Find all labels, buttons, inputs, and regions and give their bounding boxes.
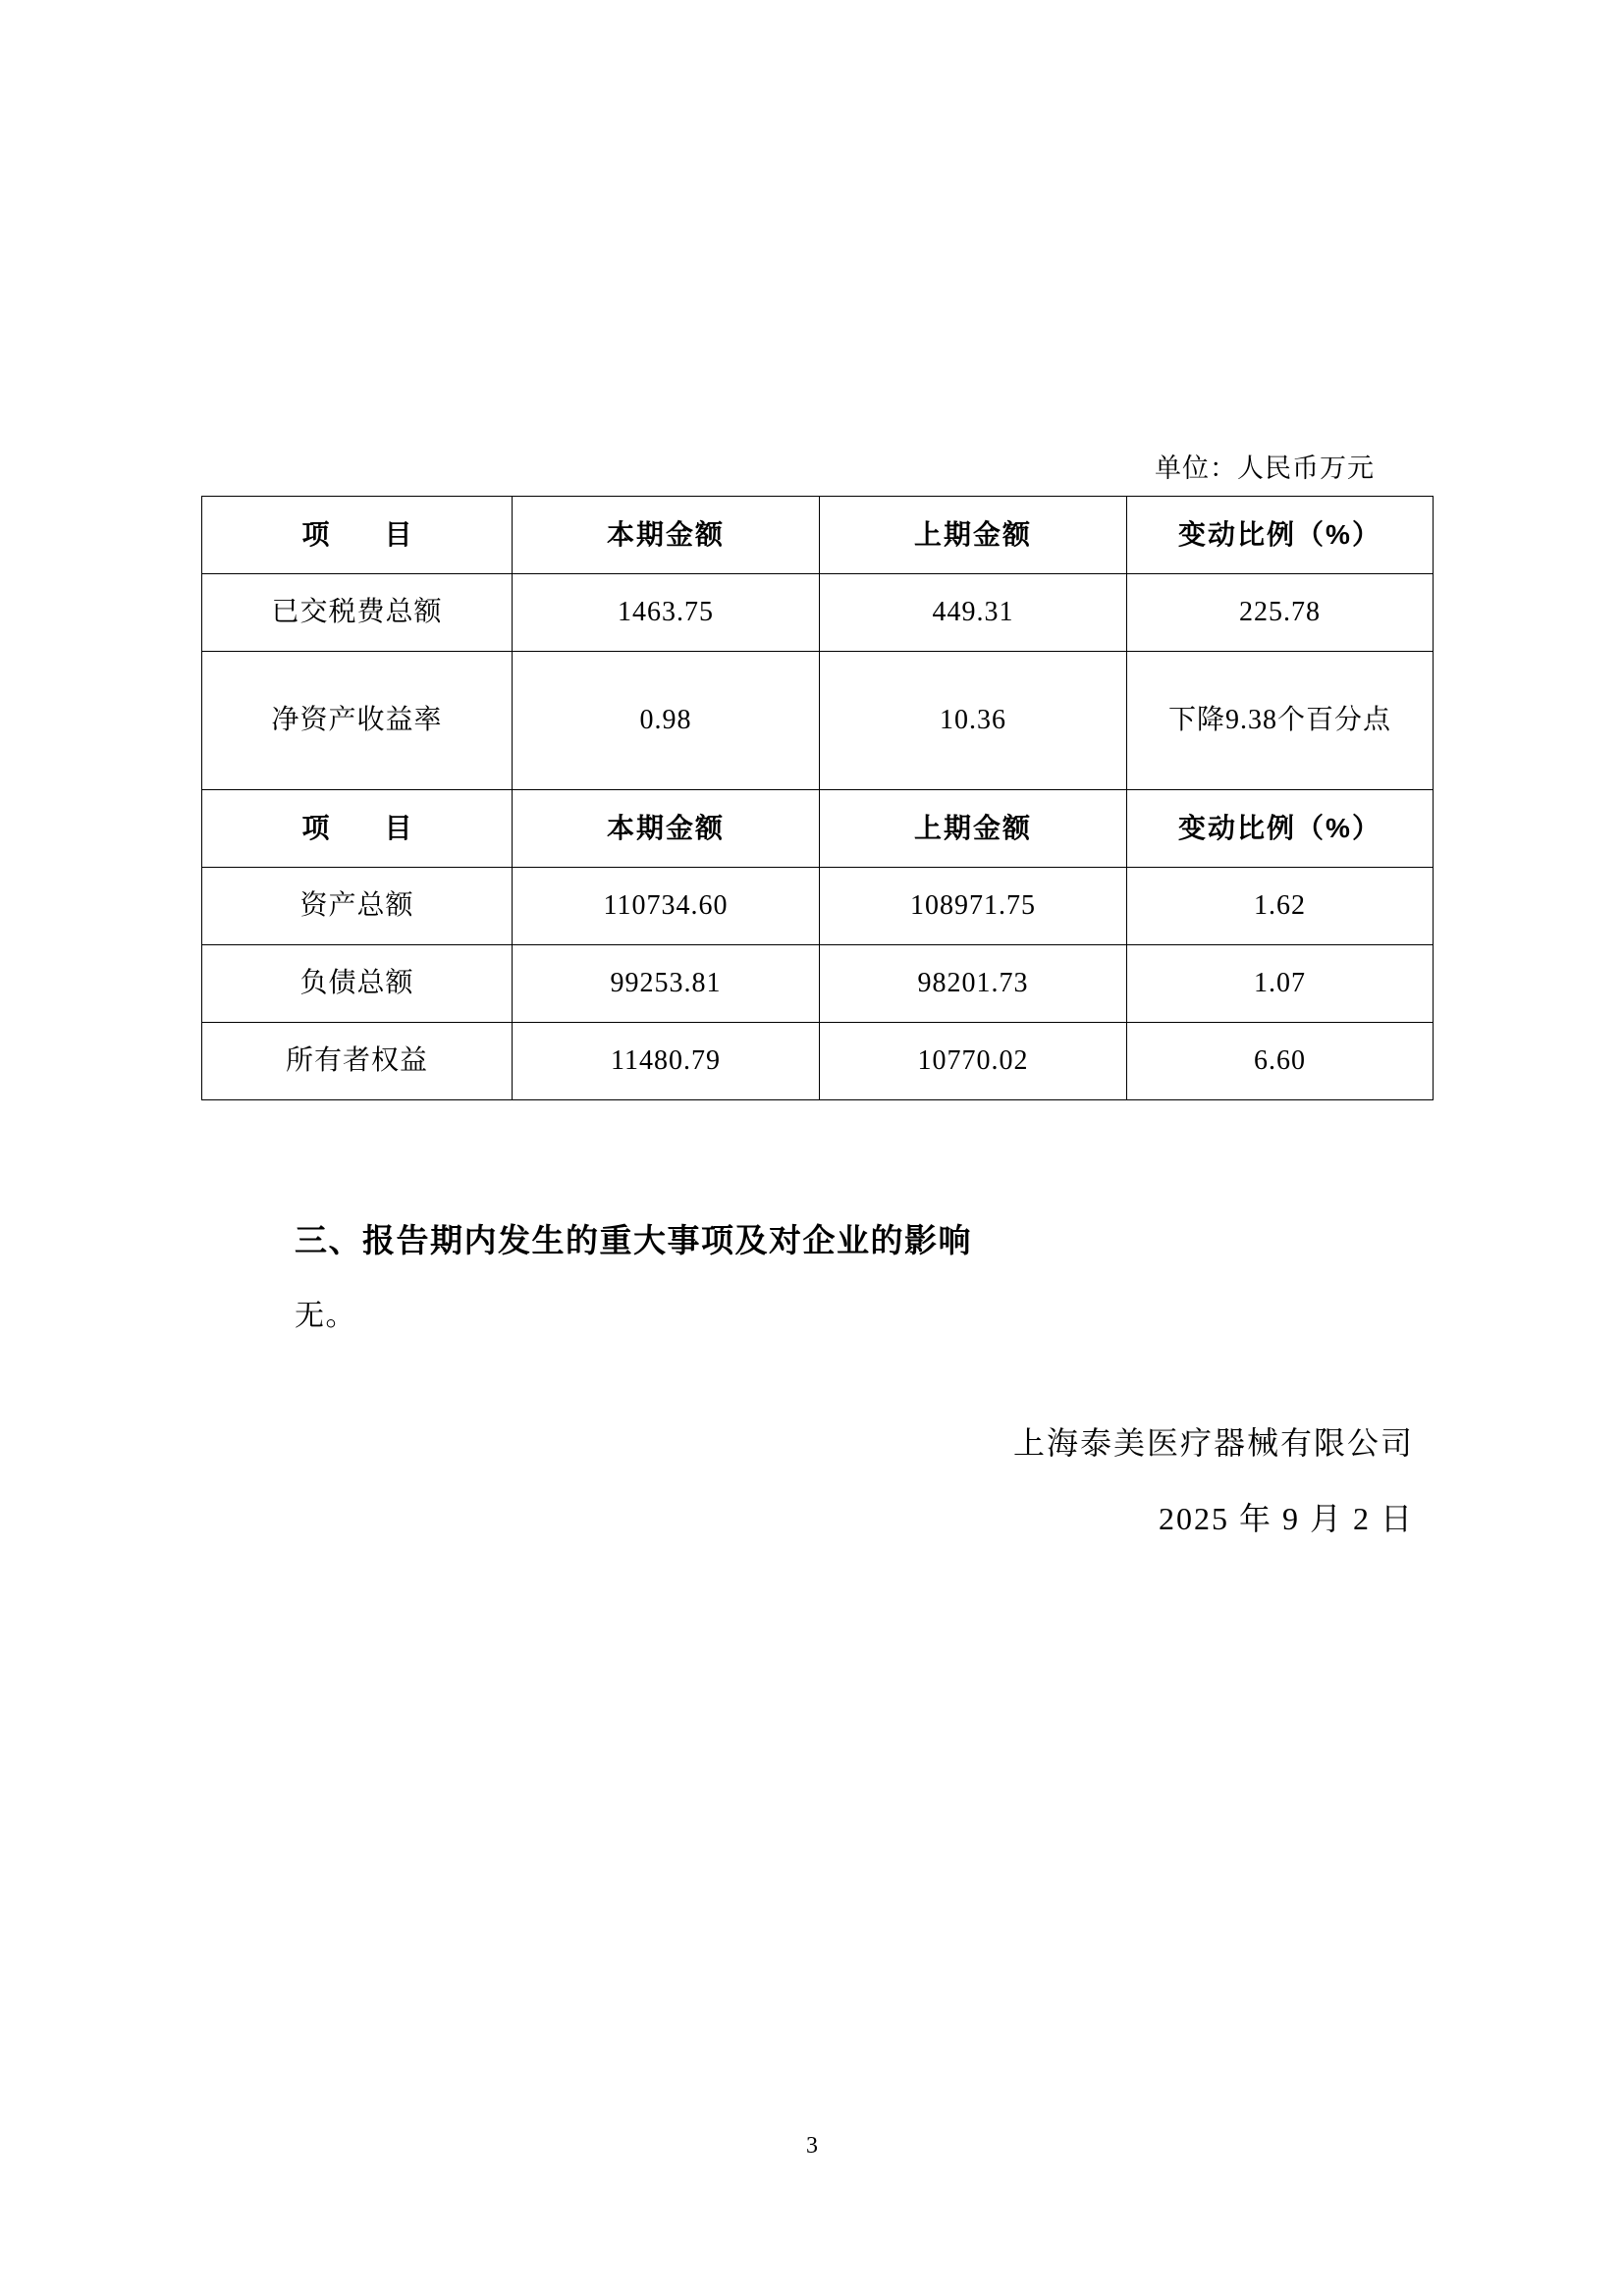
unit-note: 单位：人民币万元 [1155,454,1375,483]
section-body: 无。 [295,1300,356,1332]
header-current-amount: 本期金额 [513,497,820,574]
header-previous-amount: 上期金额 [820,790,1127,868]
row-current-amount: 99253.81 [513,945,820,1023]
row-current-amount: 1463.75 [513,574,820,652]
row-current-amount: 0.98 [513,652,820,790]
page-number: 3 [806,2133,818,2159]
row-previous-amount: 10770.02 [820,1023,1127,1100]
row-label: 已交税费总额 [202,574,513,652]
table-row [202,652,1434,790]
header-change-ratio: 变动比例（%） [1127,790,1434,868]
header-item: 项 目 [202,790,513,868]
row-change-ratio: 1.07 [1127,945,1434,1023]
table-header-row [202,497,1434,574]
row-change-ratio: 6.60 [1127,1023,1434,1100]
row-label: 所有者权益 [202,1023,513,1100]
row-change-ratio: 1.62 [1127,868,1434,945]
section-heading: 三、报告期内发生的重大事项及对企业的影响 [295,1222,972,1258]
table-header-row [202,790,1434,868]
row-previous-amount: 108971.75 [820,868,1127,945]
row-label: 负债总额 [202,945,513,1023]
row-label: 资产总额 [202,868,513,945]
header-previous-amount: 上期金额 [820,497,1127,574]
row-previous-amount: 10.36 [820,652,1127,790]
table-row [202,868,1434,945]
header-change-ratio: 变动比例（%） [1127,497,1434,574]
row-previous-amount: 449.31 [820,574,1127,652]
financial-table [201,496,1434,1100]
table-row [202,1023,1434,1100]
row-change-ratio: 下降9.38个百分点 [1127,652,1434,790]
table-row [202,945,1434,1023]
signature-company: 上海泰美医疗器械有限公司 [1012,1425,1414,1461]
row-label: 净资产收益率 [202,652,513,790]
row-change-ratio: 225.78 [1127,574,1434,652]
table-row [202,574,1434,652]
row-current-amount: 110734.60 [513,868,820,945]
header-item: 项 目 [202,497,513,574]
header-current-amount: 本期金额 [513,790,820,868]
signature-date: 2025 年 9 月 2 日 [1158,1501,1414,1536]
row-current-amount: 11480.79 [513,1023,820,1100]
row-previous-amount: 98201.73 [820,945,1127,1023]
